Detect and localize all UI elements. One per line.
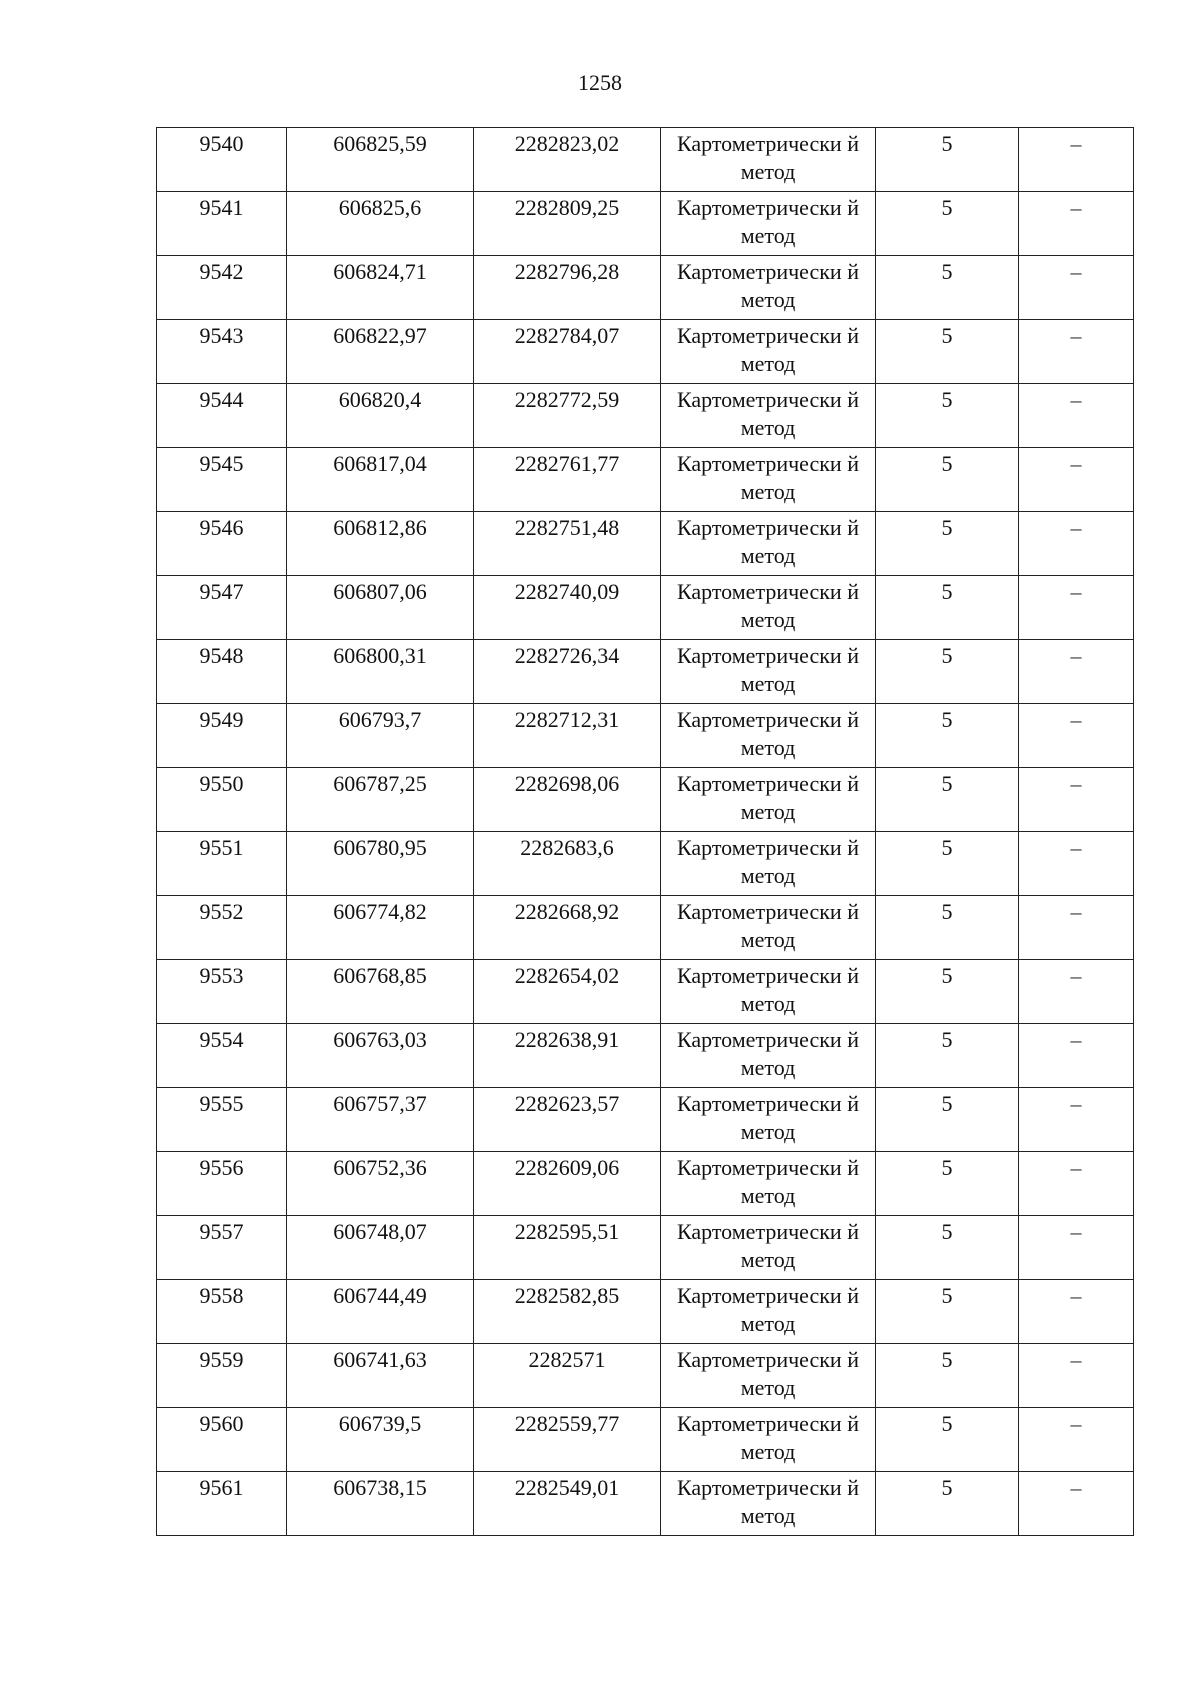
y-coordinate-cell-text: 2282784,07 <box>514 323 620 348</box>
accuracy-cell-text: 5 <box>941 1091 953 1116</box>
method-cell-text: Картометрически й метод <box>677 899 859 952</box>
accuracy-cell <box>876 832 1019 896</box>
point-number-cell-text: 9549 <box>199 707 244 732</box>
method-cell <box>661 384 876 448</box>
table-row <box>157 448 1134 512</box>
x-coordinate-cell <box>287 832 474 896</box>
accuracy-cell-text: 5 <box>941 323 953 348</box>
y-coordinate-cell <box>474 448 661 512</box>
method-cell <box>661 1408 876 1472</box>
accuracy-cell <box>876 960 1019 1024</box>
accuracy-cell <box>876 640 1019 704</box>
point-number-cell <box>157 1024 287 1088</box>
point-number-cell-text: 9546 <box>199 515 244 540</box>
note-cell-text: – <box>1070 259 1082 284</box>
x-coordinate-cell-text: 606825,59 <box>333 131 427 156</box>
accuracy-cell-text: 5 <box>941 963 953 988</box>
point-number-cell-text: 9544 <box>199 387 244 412</box>
x-coordinate-cell <box>287 704 474 768</box>
coordinates-table <box>156 127 1134 1536</box>
method-cell-text: Картометрически й метод <box>677 963 859 1016</box>
method-cell-text: Картометрически й метод <box>677 515 859 568</box>
accuracy-cell <box>876 576 1019 640</box>
note-cell <box>1019 1344 1134 1408</box>
point-number-cell-text: 9550 <box>199 771 244 796</box>
y-coordinate-cell-text: 2282740,09 <box>514 579 620 604</box>
x-coordinate-cell-text: 606822,97 <box>333 323 427 348</box>
method-cell-text: Картометрически й метод <box>677 835 859 888</box>
accuracy-cell-text: 5 <box>941 1219 953 1244</box>
point-number-cell-text: 9552 <box>199 899 244 924</box>
accuracy-cell-text: 5 <box>941 195 953 220</box>
table-row <box>157 512 1134 576</box>
y-coordinate-cell-text: 2282761,77 <box>514 451 620 476</box>
method-cell <box>661 704 876 768</box>
y-coordinate-cell-text: 2282595,51 <box>514 1219 620 1244</box>
method-cell-text: Картометрически й метод <box>677 1091 859 1144</box>
accuracy-cell <box>876 1152 1019 1216</box>
accuracy-cell <box>876 1408 1019 1472</box>
y-coordinate-cell <box>474 128 661 192</box>
x-coordinate-cell <box>287 384 474 448</box>
note-cell <box>1019 640 1134 704</box>
x-coordinate-cell <box>287 1152 474 1216</box>
accuracy-cell-text: 5 <box>941 1155 953 1180</box>
y-coordinate-cell <box>474 640 661 704</box>
y-coordinate-cell-text: 2282751,48 <box>514 515 620 540</box>
y-coordinate-cell <box>474 704 661 768</box>
method-cell <box>661 1472 876 1536</box>
point-number-cell-text: 9551 <box>199 835 244 860</box>
y-coordinate-cell-text: 2282726,34 <box>514 643 620 668</box>
method-cell <box>661 960 876 1024</box>
x-coordinate-cell <box>287 1088 474 1152</box>
x-coordinate-cell-text: 606800,31 <box>333 643 427 668</box>
point-number-cell <box>157 1088 287 1152</box>
accuracy-cell <box>876 1216 1019 1280</box>
point-number-cell <box>157 1472 287 1536</box>
table-row <box>157 1088 1134 1152</box>
y-coordinate-cell-text: 2282638,91 <box>514 1027 620 1052</box>
note-cell <box>1019 192 1134 256</box>
point-number-cell <box>157 1152 287 1216</box>
point-number-cell <box>157 448 287 512</box>
y-coordinate-cell <box>474 960 661 1024</box>
table-row <box>157 576 1134 640</box>
point-number-cell <box>157 1280 287 1344</box>
accuracy-cell-text: 5 <box>941 579 953 604</box>
x-coordinate-cell-text: 606807,06 <box>333 579 427 604</box>
note-cell-text: – <box>1070 1347 1082 1372</box>
point-number-cell <box>157 1408 287 1472</box>
x-coordinate-cell <box>287 320 474 384</box>
x-coordinate-cell-text: 606780,95 <box>333 835 427 860</box>
x-coordinate-cell <box>287 256 474 320</box>
method-cell <box>661 192 876 256</box>
method-cell-text: Картометрически й метод <box>677 771 859 824</box>
note-cell <box>1019 320 1134 384</box>
y-coordinate-cell <box>474 256 661 320</box>
coordinates-table-body <box>157 128 1134 1536</box>
x-coordinate-cell <box>287 1472 474 1536</box>
note-cell <box>1019 1472 1134 1536</box>
method-cell <box>661 1280 876 1344</box>
method-cell <box>661 1152 876 1216</box>
method-cell <box>661 1024 876 1088</box>
method-cell-text: Картометрически й метод <box>677 1475 859 1528</box>
x-coordinate-cell <box>287 768 474 832</box>
x-coordinate-cell <box>287 896 474 960</box>
point-number-cell <box>157 576 287 640</box>
method-cell <box>661 448 876 512</box>
point-number-cell-text: 9557 <box>199 1219 244 1244</box>
note-cell-text: – <box>1070 1411 1082 1436</box>
note-cell <box>1019 896 1134 960</box>
x-coordinate-cell <box>287 192 474 256</box>
table-row <box>157 768 1134 832</box>
note-cell <box>1019 512 1134 576</box>
table-row <box>157 640 1134 704</box>
method-cell-text: Картометрически й метод <box>677 1283 859 1336</box>
x-coordinate-cell <box>287 1024 474 1088</box>
note-cell-text: – <box>1070 771 1082 796</box>
method-cell-text: Картометрически й метод <box>677 643 859 696</box>
accuracy-cell-text: 5 <box>941 131 953 156</box>
x-coordinate-cell-text: 606824,71 <box>333 259 427 284</box>
point-number-cell-text: 9555 <box>199 1091 244 1116</box>
point-number-cell <box>157 768 287 832</box>
x-coordinate-cell-text: 606793,7 <box>338 707 422 732</box>
method-cell-text: Картометрически й метод <box>677 707 859 760</box>
accuracy-cell <box>876 192 1019 256</box>
note-cell <box>1019 256 1134 320</box>
note-cell <box>1019 576 1134 640</box>
point-number-cell <box>157 832 287 896</box>
x-coordinate-cell <box>287 1344 474 1408</box>
x-coordinate-cell <box>287 1216 474 1280</box>
accuracy-cell <box>876 704 1019 768</box>
method-cell <box>661 640 876 704</box>
method-cell-text: Картометрически й метод <box>677 1027 859 1080</box>
table-row <box>157 896 1134 960</box>
x-coordinate-cell-text: 606825,6 <box>338 195 422 220</box>
note-cell-text: – <box>1070 579 1082 604</box>
table-row <box>157 1408 1134 1472</box>
accuracy-cell-text: 5 <box>941 1283 953 1308</box>
note-cell-text: – <box>1070 1475 1082 1500</box>
x-coordinate-cell <box>287 128 474 192</box>
note-cell-text: – <box>1070 1219 1082 1244</box>
method-cell <box>661 128 876 192</box>
y-coordinate-cell <box>474 192 661 256</box>
accuracy-cell-text: 5 <box>941 1347 953 1372</box>
note-cell-text: – <box>1070 451 1082 476</box>
note-cell <box>1019 384 1134 448</box>
note-cell <box>1019 1216 1134 1280</box>
note-cell-text: – <box>1070 1091 1082 1116</box>
accuracy-cell <box>876 384 1019 448</box>
accuracy-cell <box>876 1472 1019 1536</box>
point-number-cell-text: 9553 <box>199 963 244 988</box>
x-coordinate-cell <box>287 960 474 1024</box>
y-coordinate-cell-text: 2282559,77 <box>514 1411 620 1436</box>
method-cell-text: Картометрически й метод <box>677 1219 859 1272</box>
x-coordinate-cell-text: 606812,86 <box>333 515 427 540</box>
x-coordinate-cell-text: 606752,36 <box>333 1155 427 1180</box>
x-coordinate-cell <box>287 448 474 512</box>
x-coordinate-cell <box>287 512 474 576</box>
note-cell-text: – <box>1070 195 1082 220</box>
x-coordinate-cell <box>287 1280 474 1344</box>
accuracy-cell <box>876 1088 1019 1152</box>
y-coordinate-cell <box>474 1088 661 1152</box>
method-cell-text: Картометрически й метод <box>677 195 859 248</box>
x-coordinate-cell-text: 606741,63 <box>333 1347 427 1372</box>
x-coordinate-cell-text: 606787,25 <box>333 771 427 796</box>
method-cell <box>661 1088 876 1152</box>
note-cell <box>1019 1280 1134 1344</box>
note-cell <box>1019 1088 1134 1152</box>
x-coordinate-cell-text: 606768,85 <box>333 963 427 988</box>
y-coordinate-cell-text: 2282683,6 <box>520 835 614 860</box>
accuracy-cell-text: 5 <box>941 387 953 412</box>
point-number-cell-text: 9540 <box>199 131 244 156</box>
y-coordinate-cell-text: 2282582,85 <box>514 1283 620 1308</box>
method-cell <box>661 256 876 320</box>
point-number-cell <box>157 896 287 960</box>
table-row <box>157 1216 1134 1280</box>
note-cell-text: – <box>1070 1283 1082 1308</box>
note-cell-text: – <box>1070 131 1082 156</box>
note-cell-text: – <box>1070 323 1082 348</box>
x-coordinate-cell-text: 606744,49 <box>333 1283 427 1308</box>
point-number-cell <box>157 384 287 448</box>
note-cell-text: – <box>1070 899 1082 924</box>
method-cell <box>661 512 876 576</box>
point-number-cell <box>157 640 287 704</box>
table-row <box>157 192 1134 256</box>
point-number-cell-text: 9541 <box>199 195 244 220</box>
point-number-cell <box>157 128 287 192</box>
table-row <box>157 1280 1134 1344</box>
y-coordinate-cell <box>474 384 661 448</box>
x-coordinate-cell-text: 606774,82 <box>333 899 427 924</box>
note-cell <box>1019 1408 1134 1472</box>
accuracy-cell <box>876 1024 1019 1088</box>
y-coordinate-cell <box>474 832 661 896</box>
accuracy-cell-text: 5 <box>941 1411 953 1436</box>
accuracy-cell-text: 5 <box>941 1475 953 1500</box>
method-cell <box>661 320 876 384</box>
table-row <box>157 128 1134 192</box>
table-row <box>157 832 1134 896</box>
point-number-cell-text: 9558 <box>199 1283 244 1308</box>
table-row <box>157 1024 1134 1088</box>
method-cell-text: Картометрически й метод <box>677 1155 859 1208</box>
point-number-cell <box>157 1216 287 1280</box>
note-cell-text: – <box>1070 1155 1082 1180</box>
y-coordinate-cell-text: 2282609,06 <box>514 1155 620 1180</box>
point-number-cell-text: 9561 <box>199 1475 244 1500</box>
accuracy-cell-text: 5 <box>941 899 953 924</box>
note-cell <box>1019 128 1134 192</box>
y-coordinate-cell-text: 2282668,92 <box>514 899 620 924</box>
y-coordinate-cell <box>474 1024 661 1088</box>
note-cell <box>1019 768 1134 832</box>
point-number-cell-text: 9545 <box>199 451 244 476</box>
note-cell <box>1019 704 1134 768</box>
point-number-cell <box>157 512 287 576</box>
y-coordinate-cell-text: 2282772,59 <box>514 387 620 412</box>
y-coordinate-cell <box>474 512 661 576</box>
note-cell-text: – <box>1070 835 1082 860</box>
page-number: 1258 <box>578 70 622 95</box>
y-coordinate-cell <box>474 1408 661 1472</box>
note-cell-text: – <box>1070 643 1082 668</box>
accuracy-cell-text: 5 <box>941 771 953 796</box>
y-coordinate-cell <box>474 320 661 384</box>
y-coordinate-cell <box>474 768 661 832</box>
accuracy-cell-text: 5 <box>941 259 953 284</box>
y-coordinate-cell <box>474 1472 661 1536</box>
note-cell-text: – <box>1070 1027 1082 1052</box>
point-number-cell-text: 9543 <box>199 323 244 348</box>
y-coordinate-cell <box>474 1344 661 1408</box>
table-row <box>157 1344 1134 1408</box>
y-coordinate-cell <box>474 896 661 960</box>
y-coordinate-cell-text: 2282654,02 <box>514 963 620 988</box>
note-cell <box>1019 960 1134 1024</box>
table-row <box>157 384 1134 448</box>
point-number-cell-text: 9547 <box>199 579 244 604</box>
method-cell-text: Картометрически й метод <box>677 1411 859 1464</box>
accuracy-cell <box>876 128 1019 192</box>
point-number-cell <box>157 704 287 768</box>
y-coordinate-cell-text: 2282571 <box>528 1347 606 1372</box>
y-coordinate-cell <box>474 1152 661 1216</box>
y-coordinate-cell-text: 2282712,31 <box>514 707 620 732</box>
x-coordinate-cell-text: 606820,4 <box>338 387 422 412</box>
x-coordinate-cell-text: 606763,03 <box>333 1027 427 1052</box>
accuracy-cell <box>876 448 1019 512</box>
point-number-cell-text: 9542 <box>199 259 244 284</box>
y-coordinate-cell-text: 2282549,01 <box>514 1475 620 1500</box>
x-coordinate-cell-text: 606748,07 <box>333 1219 427 1244</box>
accuracy-cell-text: 5 <box>941 515 953 540</box>
point-number-cell <box>157 256 287 320</box>
y-coordinate-cell-text: 2282809,25 <box>514 195 620 220</box>
method-cell <box>661 896 876 960</box>
x-coordinate-cell-text: 606739,5 <box>338 1411 422 1436</box>
method-cell <box>661 1344 876 1408</box>
accuracy-cell-text: 5 <box>941 835 953 860</box>
x-coordinate-cell-text: 606757,37 <box>333 1091 427 1116</box>
y-coordinate-cell <box>474 1280 661 1344</box>
table-row <box>157 1472 1134 1536</box>
point-number-cell-text: 9556 <box>199 1155 244 1180</box>
method-cell-text: Картометрически й метод <box>677 259 859 312</box>
table-row <box>157 960 1134 1024</box>
accuracy-cell <box>876 1280 1019 1344</box>
table-row <box>157 256 1134 320</box>
y-coordinate-cell-text: 2282823,02 <box>514 131 620 156</box>
note-cell-text: – <box>1070 707 1082 732</box>
y-coordinate-cell <box>474 1216 661 1280</box>
method-cell-text: Картометрически й метод <box>677 387 859 440</box>
point-number-cell-text: 9559 <box>199 1347 244 1372</box>
point-number-cell <box>157 1344 287 1408</box>
y-coordinate-cell-text: 2282623,57 <box>514 1091 620 1116</box>
y-coordinate-cell-text: 2282796,28 <box>514 259 620 284</box>
accuracy-cell <box>876 512 1019 576</box>
table-row <box>157 1152 1134 1216</box>
y-coordinate-cell <box>474 576 661 640</box>
accuracy-cell <box>876 320 1019 384</box>
method-cell-text: Картометрически й метод <box>677 131 859 184</box>
method-cell-text: Картометрически й метод <box>677 323 859 376</box>
method-cell <box>661 768 876 832</box>
note-cell <box>1019 1024 1134 1088</box>
method-cell-text: Картометрически й метод <box>677 451 859 504</box>
accuracy-cell <box>876 896 1019 960</box>
point-number-cell-text: 9548 <box>199 643 244 668</box>
x-coordinate-cell <box>287 640 474 704</box>
point-number-cell <box>157 960 287 1024</box>
accuracy-cell-text: 5 <box>941 643 953 668</box>
x-coordinate-cell <box>287 1408 474 1472</box>
method-cell <box>661 832 876 896</box>
accuracy-cell <box>876 256 1019 320</box>
table-row <box>157 704 1134 768</box>
method-cell <box>661 576 876 640</box>
accuracy-cell-text: 5 <box>941 451 953 476</box>
point-number-cell <box>157 320 287 384</box>
point-number-cell <box>157 192 287 256</box>
method-cell-text: Картометрически й метод <box>677 1347 859 1400</box>
method-cell <box>661 1216 876 1280</box>
accuracy-cell-text: 5 <box>941 707 953 732</box>
method-cell-text: Картометрически й метод <box>677 579 859 632</box>
note-cell-text: – <box>1070 387 1082 412</box>
table-row <box>157 320 1134 384</box>
note-cell-text: – <box>1070 515 1082 540</box>
note-cell <box>1019 1152 1134 1216</box>
x-coordinate-cell-text: 606738,15 <box>333 1475 427 1500</box>
note-cell <box>1019 448 1134 512</box>
x-coordinate-cell-text: 606817,04 <box>333 451 427 476</box>
x-coordinate-cell <box>287 576 474 640</box>
point-number-cell-text: 9554 <box>199 1027 244 1052</box>
note-cell <box>1019 832 1134 896</box>
note-cell-text: – <box>1070 963 1082 988</box>
accuracy-cell <box>876 1344 1019 1408</box>
accuracy-cell-text: 5 <box>941 1027 953 1052</box>
y-coordinate-cell-text: 2282698,06 <box>514 771 620 796</box>
accuracy-cell <box>876 768 1019 832</box>
point-number-cell-text: 9560 <box>199 1411 244 1436</box>
